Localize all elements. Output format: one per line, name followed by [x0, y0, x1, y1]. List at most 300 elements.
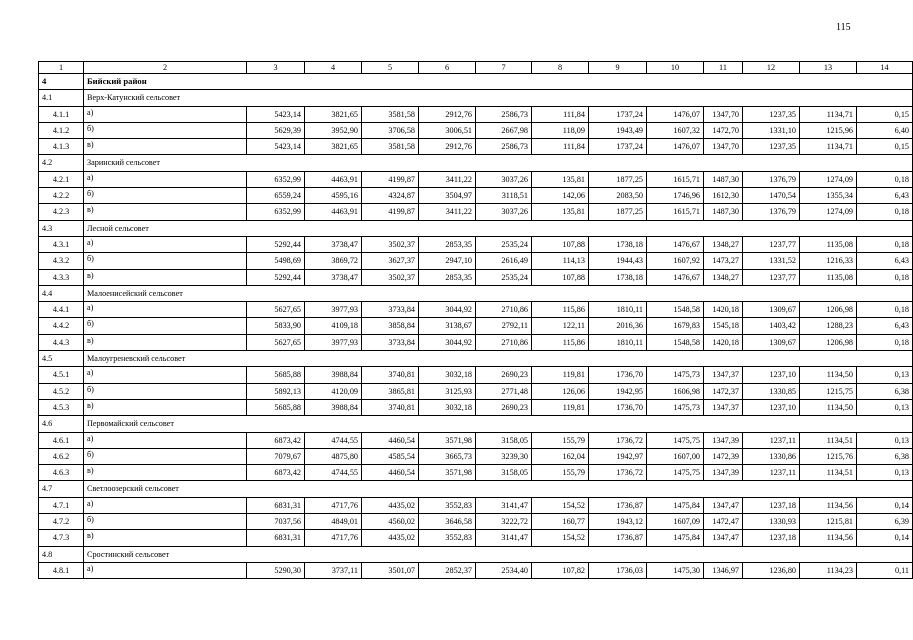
value-cell: 1237,35	[743, 106, 800, 122]
value-cell: 1215,96	[800, 122, 857, 138]
value-cell: 3581,58	[362, 139, 419, 155]
value-cell: 4460,54	[362, 465, 419, 481]
group-row	[39, 481, 913, 497]
value-cell: 1607,00	[647, 448, 704, 464]
value-cell: 154,52	[532, 530, 589, 546]
value-cell: 2535,24	[476, 236, 532, 252]
value-cell: 3037,26	[476, 204, 532, 220]
value-cell: 0,18	[857, 236, 913, 252]
value-cell: 5627,65	[247, 334, 305, 350]
value-cell: 1476,67	[647, 236, 704, 252]
value-cell: 6,43	[857, 188, 913, 204]
row-code: 4	[39, 74, 84, 90]
value-cell: 1376,79	[743, 171, 800, 187]
value-cell: 5685,88	[247, 367, 305, 383]
value-cell: 1134,56	[800, 497, 857, 513]
settlement-name: Заринский сельсовет	[84, 155, 913, 171]
row-code: 4.1.1	[39, 106, 84, 122]
row-code: 4.7	[39, 481, 84, 497]
value-cell: 1237,18	[743, 497, 800, 513]
value-cell: 3740,81	[362, 367, 419, 383]
value-cell: 2947,10	[419, 253, 476, 269]
value-cell: 1347,47	[704, 497, 743, 513]
value-cell: 2912,76	[419, 139, 476, 155]
value-cell: 1288,23	[800, 318, 857, 334]
value-cell: 1237,35	[743, 139, 800, 155]
value-cell: 1475,30	[647, 562, 704, 578]
value-cell: 5685,88	[247, 399, 305, 415]
column-number: 2	[84, 62, 247, 74]
value-cell: 111,84	[532, 139, 589, 155]
value-cell: 1737,24	[589, 139, 647, 155]
variant-label: б)	[84, 383, 247, 399]
value-cell: 142,06	[532, 188, 589, 204]
value-cell: 3037,26	[476, 171, 532, 187]
value-cell: 3411,22	[419, 204, 476, 220]
value-cell: 1810,11	[589, 334, 647, 350]
value-cell: 5292,44	[247, 236, 305, 252]
value-cell: 4435,02	[362, 497, 419, 513]
value-cell: 3141,47	[476, 497, 532, 513]
value-cell: 6873,42	[247, 432, 305, 448]
value-cell: 1736,70	[589, 399, 647, 415]
value-cell: 4849,01	[305, 514, 362, 530]
value-cell: 1348,27	[704, 269, 743, 285]
value-cell: 1487,30	[704, 204, 743, 220]
table-row	[39, 367, 913, 383]
value-cell: 114,13	[532, 253, 589, 269]
row-code: 4.1.3	[39, 139, 84, 155]
table-row	[39, 465, 913, 481]
row-code: 4.7.2	[39, 514, 84, 530]
value-cell: 3032,18	[419, 399, 476, 415]
row-code: 4.6.1	[39, 432, 84, 448]
table-row	[39, 122, 913, 138]
value-cell: 3988,84	[305, 399, 362, 415]
value-cell: 2690,23	[476, 367, 532, 383]
value-cell: 7079,67	[247, 448, 305, 464]
value-cell: 3501,07	[362, 562, 419, 578]
value-cell: 7037,56	[247, 514, 305, 530]
variant-label: а)	[84, 171, 247, 187]
value-cell: 6,43	[857, 253, 913, 269]
value-cell: 1134,56	[800, 530, 857, 546]
value-cell: 1206,98	[800, 302, 857, 318]
table-row	[39, 236, 913, 252]
row-code: 4.8	[39, 546, 84, 562]
value-cell: 3977,93	[305, 302, 362, 318]
column-number: 11	[704, 62, 743, 74]
value-cell: 1216,33	[800, 253, 857, 269]
value-cell: 1612,30	[704, 188, 743, 204]
value-cell: 1330,93	[743, 514, 800, 530]
value-cell: 3738,47	[305, 236, 362, 252]
value-cell: 1134,23	[800, 562, 857, 578]
value-cell: 1615,71	[647, 204, 704, 220]
value-cell: 126,06	[532, 383, 589, 399]
value-cell: 135,81	[532, 204, 589, 220]
value-cell: 3125,93	[419, 383, 476, 399]
data-table	[38, 61, 913, 579]
row-code: 4.1.2	[39, 122, 84, 138]
value-cell: 1237,11	[743, 465, 800, 481]
value-cell: 3865,81	[362, 383, 419, 399]
value-cell: 3733,84	[362, 302, 419, 318]
value-cell: 6873,42	[247, 465, 305, 481]
settlement-name: Малоугреневский сельсовет	[84, 351, 913, 367]
value-cell: 4744,55	[305, 465, 362, 481]
variant-label: а)	[84, 236, 247, 252]
settlement-name: Сростинский сельсовет	[84, 546, 913, 562]
value-cell: 1347,70	[704, 106, 743, 122]
table-row	[39, 334, 913, 350]
value-cell: 3733,84	[362, 334, 419, 350]
table-row	[39, 106, 913, 122]
column-number-row	[39, 62, 913, 74]
value-cell: 4744,55	[305, 432, 362, 448]
value-cell: 3869,72	[305, 253, 362, 269]
table-row	[39, 171, 913, 187]
column-number: 9	[589, 62, 647, 74]
group-row	[39, 155, 913, 171]
value-cell: 4585,54	[362, 448, 419, 464]
value-cell: 3118,51	[476, 188, 532, 204]
value-cell: 3858,84	[362, 318, 419, 334]
value-cell: 1473,27	[704, 253, 743, 269]
value-cell: 1134,50	[800, 399, 857, 415]
column-number: 12	[743, 62, 800, 74]
value-cell: 1274,09	[800, 171, 857, 187]
value-cell: 1355,34	[800, 188, 857, 204]
value-cell: 0,11	[857, 562, 913, 578]
value-cell: 1274,09	[800, 204, 857, 220]
group-row	[39, 546, 913, 562]
value-cell: 115,86	[532, 302, 589, 318]
value-cell: 1403,42	[743, 318, 800, 334]
value-cell: 6,38	[857, 448, 913, 464]
value-cell: 4109,18	[305, 318, 362, 334]
row-code: 4.7.1	[39, 497, 84, 513]
value-cell: 1810,11	[589, 302, 647, 318]
row-code: 4.4.2	[39, 318, 84, 334]
variant-label: б)	[84, 188, 247, 204]
group-row	[39, 220, 913, 236]
value-cell: 1615,71	[647, 171, 704, 187]
value-cell: 4199,87	[362, 204, 419, 220]
value-cell: 2912,76	[419, 106, 476, 122]
value-cell: 107,82	[532, 562, 589, 578]
variant-label: б)	[84, 122, 247, 138]
value-cell: 3502,37	[362, 236, 419, 252]
value-cell: 1376,79	[743, 204, 800, 220]
value-cell: 1943,49	[589, 122, 647, 138]
value-cell: 1475,84	[647, 497, 704, 513]
value-cell: 1476,07	[647, 139, 704, 155]
column-number: 6	[419, 62, 476, 74]
value-cell: 4875,80	[305, 448, 362, 464]
value-cell: 4460,54	[362, 432, 419, 448]
variant-label: в)	[84, 269, 247, 285]
value-cell: 5627,65	[247, 302, 305, 318]
variant-label: а)	[84, 106, 247, 122]
group-row	[39, 416, 913, 432]
column-number: 7	[476, 62, 532, 74]
value-cell: 3044,92	[419, 302, 476, 318]
variant-label: в)	[84, 204, 247, 220]
value-cell: 2535,24	[476, 269, 532, 285]
value-cell: 0,18	[857, 334, 913, 350]
value-cell: 3627,37	[362, 253, 419, 269]
value-cell: 3737,11	[305, 562, 362, 578]
row-code: 4.4	[39, 285, 84, 301]
row-code: 4.5.1	[39, 367, 84, 383]
table-row	[39, 562, 913, 578]
variant-label: в)	[84, 399, 247, 415]
value-cell: 1348,27	[704, 236, 743, 252]
settlement-name: Малоенисейский сельсовет	[84, 285, 913, 301]
value-cell: 1237,77	[743, 236, 800, 252]
value-cell: 1475,73	[647, 367, 704, 383]
value-cell: 3821,65	[305, 139, 362, 155]
settlement-name: Первомайский сельсовет	[84, 416, 913, 432]
settlement-name: Верх-Катунский сельсовет	[84, 90, 913, 106]
value-cell: 0,18	[857, 204, 913, 220]
value-cell: 1548,58	[647, 302, 704, 318]
variant-label: а)	[84, 497, 247, 513]
value-cell: 1135,08	[800, 269, 857, 285]
value-cell: 1944,43	[589, 253, 647, 269]
value-cell: 0,14	[857, 530, 913, 546]
value-cell: 1738,18	[589, 269, 647, 285]
table-row	[39, 497, 913, 513]
value-cell: 5423,14	[247, 139, 305, 155]
value-cell: 1470,54	[743, 188, 800, 204]
value-cell: 6,40	[857, 122, 913, 138]
value-cell: 0,15	[857, 106, 913, 122]
value-cell: 155,79	[532, 465, 589, 481]
row-code: 4.2.2	[39, 188, 84, 204]
value-cell: 1331,10	[743, 122, 800, 138]
value-cell: 1347,47	[704, 530, 743, 546]
value-cell: 2710,86	[476, 302, 532, 318]
value-cell: 2792,11	[476, 318, 532, 334]
value-cell: 1347,39	[704, 465, 743, 481]
value-cell: 118,09	[532, 122, 589, 138]
value-cell: 1215,75	[800, 383, 857, 399]
value-cell: 3977,93	[305, 334, 362, 350]
value-cell: 1347,39	[704, 432, 743, 448]
value-cell: 1215,76	[800, 448, 857, 464]
value-cell: 6352,99	[247, 171, 305, 187]
table-row	[39, 318, 913, 334]
value-cell: 155,79	[532, 432, 589, 448]
value-cell: 1476,07	[647, 106, 704, 122]
value-cell: 1679,83	[647, 318, 704, 334]
group-row	[39, 90, 913, 106]
value-cell: 1545,18	[704, 318, 743, 334]
value-cell: 2852,37	[419, 562, 476, 578]
row-code: 4.5	[39, 351, 84, 367]
value-cell: 5892,13	[247, 383, 305, 399]
value-cell: 1736,87	[589, 497, 647, 513]
value-cell: 1134,71	[800, 139, 857, 155]
value-cell: 0,15	[857, 139, 913, 155]
column-number: 13	[800, 62, 857, 74]
column-number: 14	[857, 62, 913, 74]
value-cell: 1738,18	[589, 236, 647, 252]
value-cell: 5498,69	[247, 253, 305, 269]
table-row	[39, 399, 913, 415]
value-cell: 107,88	[532, 269, 589, 285]
table-row	[39, 383, 913, 399]
value-cell: 4595,16	[305, 188, 362, 204]
value-cell: 1347,37	[704, 399, 743, 415]
value-cell: 1475,73	[647, 399, 704, 415]
row-code: 4.2	[39, 155, 84, 171]
row-code: 4.7.3	[39, 530, 84, 546]
value-cell: 1215,81	[800, 514, 857, 530]
value-cell: 1475,75	[647, 432, 704, 448]
value-cell: 1347,37	[704, 367, 743, 383]
column-number: 1	[39, 62, 84, 74]
page-number: 115	[836, 22, 851, 33]
value-cell: 1236,80	[743, 562, 800, 578]
value-cell: 2083,50	[589, 188, 647, 204]
value-cell: 0,18	[857, 269, 913, 285]
district-name: Бийский район	[84, 74, 913, 90]
row-code: 4.3.1	[39, 236, 84, 252]
row-code: 4.3.2	[39, 253, 84, 269]
value-cell: 1942,97	[589, 448, 647, 464]
value-cell: 1736,03	[589, 562, 647, 578]
value-cell: 1420,18	[704, 302, 743, 318]
value-cell: 1420,18	[704, 334, 743, 350]
value-cell: 3158,05	[476, 465, 532, 481]
value-cell: 1134,51	[800, 465, 857, 481]
value-cell: 1877,25	[589, 204, 647, 220]
value-cell: 2616,49	[476, 253, 532, 269]
variant-label: б)	[84, 253, 247, 269]
value-cell: 4435,02	[362, 530, 419, 546]
table-row	[39, 302, 913, 318]
value-cell: 1237,10	[743, 367, 800, 383]
value-cell: 1943,12	[589, 514, 647, 530]
value-cell: 3821,65	[305, 106, 362, 122]
value-cell: 2771,48	[476, 383, 532, 399]
value-cell: 2690,23	[476, 399, 532, 415]
value-cell: 4717,76	[305, 497, 362, 513]
table-row	[39, 432, 913, 448]
value-cell: 1548,58	[647, 334, 704, 350]
value-cell: 3952,90	[305, 122, 362, 138]
value-cell: 3571,98	[419, 432, 476, 448]
value-cell: 1330,86	[743, 448, 800, 464]
variant-label: в)	[84, 530, 247, 546]
value-cell: 5833,90	[247, 318, 305, 334]
value-cell: 1736,87	[589, 530, 647, 546]
variant-label: а)	[84, 562, 247, 578]
row-code: 4.1	[39, 90, 84, 106]
row-code: 4.3.3	[39, 269, 84, 285]
value-cell: 1607,09	[647, 514, 704, 530]
row-code: 4.4.3	[39, 334, 84, 350]
value-cell: 4463,91	[305, 171, 362, 187]
group-row	[39, 285, 913, 301]
column-number: 4	[305, 62, 362, 74]
value-cell: 3032,18	[419, 367, 476, 383]
value-cell: 160,77	[532, 514, 589, 530]
value-cell: 5290,30	[247, 562, 305, 578]
value-cell: 1237,10	[743, 399, 800, 415]
value-cell: 122,11	[532, 318, 589, 334]
variant-label: а)	[84, 367, 247, 383]
variant-label: б)	[84, 514, 247, 530]
row-code: 4.3	[39, 220, 84, 236]
value-cell: 1746,96	[647, 188, 704, 204]
value-cell: 2853,35	[419, 269, 476, 285]
value-cell: 1487,30	[704, 171, 743, 187]
value-cell: 2710,86	[476, 334, 532, 350]
row-code: 4.4.1	[39, 302, 84, 318]
value-cell: 5423,14	[247, 106, 305, 122]
value-cell: 6,43	[857, 318, 913, 334]
value-cell: 111,84	[532, 106, 589, 122]
variant-label: б)	[84, 448, 247, 464]
value-cell: 4324,87	[362, 188, 419, 204]
value-cell: 1206,98	[800, 334, 857, 350]
value-cell: 1736,70	[589, 367, 647, 383]
value-cell: 6,39	[857, 514, 913, 530]
value-cell: 3738,47	[305, 269, 362, 285]
value-cell: 6831,31	[247, 497, 305, 513]
value-cell: 6,38	[857, 383, 913, 399]
value-cell: 1134,50	[800, 367, 857, 383]
value-cell: 1736,72	[589, 432, 647, 448]
value-cell: 3502,37	[362, 269, 419, 285]
value-cell: 3141,47	[476, 530, 532, 546]
row-code: 4.6	[39, 416, 84, 432]
value-cell: 1472,70	[704, 122, 743, 138]
value-cell: 0,13	[857, 432, 913, 448]
value-cell: 3552,83	[419, 497, 476, 513]
value-cell: 3646,58	[419, 514, 476, 530]
value-cell: 1877,25	[589, 171, 647, 187]
value-cell: 119,81	[532, 367, 589, 383]
value-cell: 1472,39	[704, 448, 743, 464]
value-cell: 1346,97	[704, 562, 743, 578]
value-cell: 0,18	[857, 302, 913, 318]
value-cell: 1737,24	[589, 106, 647, 122]
row-code: 4.6.3	[39, 465, 84, 481]
value-cell: 1607,32	[647, 122, 704, 138]
value-cell: 1309,67	[743, 302, 800, 318]
value-cell: 107,88	[532, 236, 589, 252]
value-cell: 1347,70	[704, 139, 743, 155]
value-cell: 5629,39	[247, 122, 305, 138]
value-cell: 3571,98	[419, 465, 476, 481]
table-row	[39, 139, 913, 155]
value-cell: 3988,84	[305, 367, 362, 383]
variant-label: в)	[84, 334, 247, 350]
value-cell: 1472,47	[704, 514, 743, 530]
value-cell: 4717,76	[305, 530, 362, 546]
column-number: 10	[647, 62, 704, 74]
variant-label: а)	[84, 302, 247, 318]
table-row	[39, 204, 913, 220]
value-cell: 3044,92	[419, 334, 476, 350]
row-code: 4.5.3	[39, 399, 84, 415]
value-cell: 0,13	[857, 465, 913, 481]
